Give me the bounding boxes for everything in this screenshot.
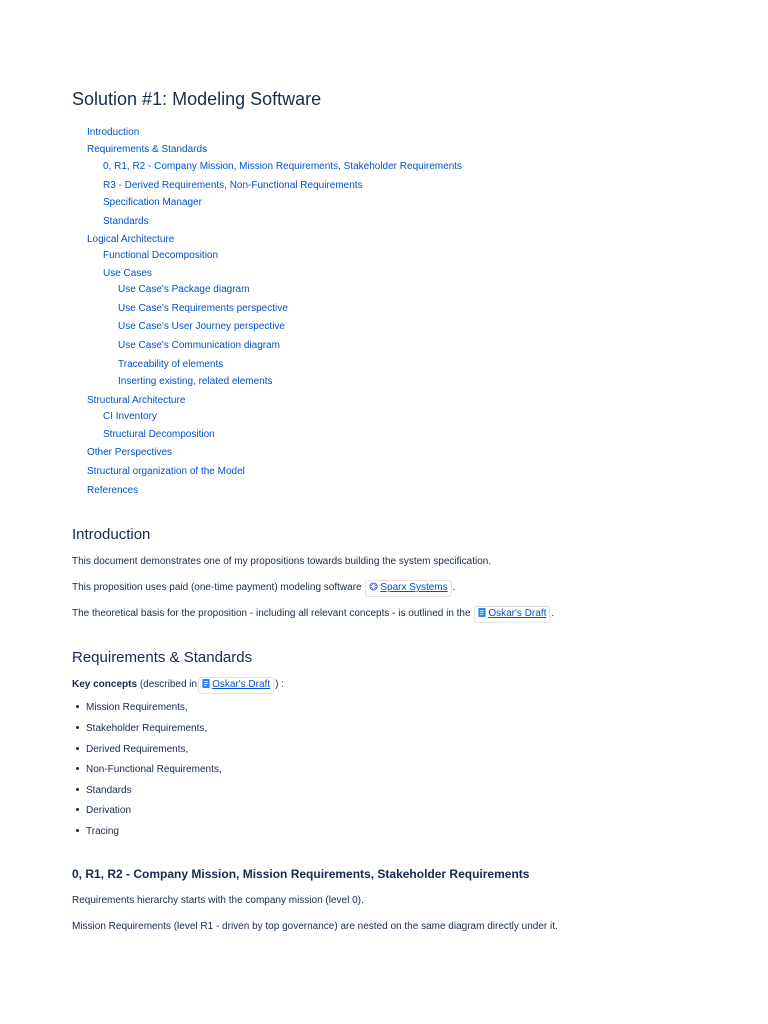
bullet-icon <box>76 726 79 729</box>
toc-link-structural-architecture[interactable]: Structural Architecture <box>87 395 186 406</box>
key-concepts-paragraph <box>72 677 284 694</box>
company-mission-paragraph-1: Requirements hierarchy starts with the company mission (level 0). <box>72 895 364 906</box>
toc-link-structural-organization[interactable]: Structural organization of the Model <box>87 466 245 477</box>
list-item: Standards <box>76 785 132 797</box>
list-item: Non-Functional Requirements, <box>76 764 222 776</box>
section-heading-introduction: Introduction <box>72 526 151 543</box>
list-item: Derivation <box>76 805 131 817</box>
oskars-draft-link-label: Oskar's Draft <box>488 608 547 619</box>
intro-paragraph-3-end: . <box>551 608 555 619</box>
toc-link-requirements-standards[interactable]: Requirements & Standards <box>87 144 208 155</box>
sparx-logo-icon <box>369 582 378 596</box>
toc-link-use-case-requirements[interactable]: Use Case's Requirements perspective <box>118 303 288 314</box>
sparx-systems-link[interactable] <box>365 580 451 597</box>
bullet-icon <box>76 829 79 832</box>
intro-paragraph-1: This document demonstrates one of my propositions towards building the system specification. <box>72 556 492 567</box>
list-item: Derived Requirements, <box>76 744 188 756</box>
page-title: Solution #1: Modeling Software <box>72 89 322 109</box>
toc-link-standards[interactable]: Standards <box>103 216 149 227</box>
section-heading-requirements-standards: Requirements & Standards <box>72 649 253 666</box>
toc-link-company-mission[interactable]: 0, R1, R2 - Company Mission, Mission Requirements, Stakeholder Requirements <box>103 161 463 172</box>
toc-link-traceability[interactable]: Traceability of elements <box>118 359 224 370</box>
intro-paragraph-2 <box>72 580 455 597</box>
toc-link-inserting-elements[interactable]: Inserting existing, related elements <box>118 376 273 387</box>
intro-paragraph-3-text: The theoretical basis for the proposition - including all relevant concepts - is outlined in the <box>72 608 471 619</box>
oskars-draft-link-2-label: Oskar's Draft <box>212 679 271 690</box>
key-concepts-end: ) : <box>275 679 284 690</box>
toc-link-specification-manager[interactable]: Specification Manager <box>103 197 202 208</box>
oskars-draft-link[interactable] <box>474 606 550 623</box>
list-item: Tracing <box>76 826 119 838</box>
page-icon <box>478 608 486 622</box>
intro-paragraph-3 <box>72 606 554 623</box>
intro-paragraph-2-end: . <box>452 582 456 593</box>
company-mission-paragraph-2: Mission Requirements (level R1 - driven by top governance) are nested on the same diagram directly under it. <box>72 921 558 932</box>
bullet-icon <box>76 808 79 811</box>
bullet-icon <box>76 705 79 708</box>
sparx-systems-link-label: Sparx Systems <box>380 582 448 593</box>
key-concepts-label: Key concepts <box>72 679 138 690</box>
list-item: Mission Requirements, <box>76 702 188 714</box>
toc-link-logical-architecture[interactable]: Logical Architecture <box>87 234 175 245</box>
bullet-icon <box>76 767 79 770</box>
section-heading-company-mission: 0, R1, R2 - Company Mission, Mission Requirements, Stakeholder Requirements <box>72 867 530 881</box>
toc-link-use-case-user-journey[interactable]: Use Case's User Journey perspective <box>118 321 285 332</box>
toc-link-use-cases[interactable]: Use Cases <box>103 268 152 279</box>
oskars-draft-link-2[interactable] <box>198 677 274 694</box>
bullet-icon <box>76 788 79 791</box>
toc-link-structural-decomposition[interactable]: Structural Decomposition <box>103 429 215 440</box>
toc-link-derived-requirements[interactable]: R3 - Derived Requirements, Non-Functional Requirements <box>103 180 363 191</box>
page-icon <box>202 679 210 693</box>
toc-link-use-case-communication[interactable]: Use Case's Communication diagram <box>118 340 280 351</box>
intro-paragraph-2-text: This proposition uses paid (one-time payment) modeling software <box>72 582 362 593</box>
toc-link-references[interactable]: References <box>87 485 139 496</box>
toc-link-use-case-package-diagram[interactable]: Use Case's Package diagram <box>118 284 250 295</box>
toc-link-ci-inventory[interactable]: CI Inventory <box>103 411 157 422</box>
toc-link-introduction[interactable]: Introduction <box>87 127 140 138</box>
bullet-icon <box>76 747 79 750</box>
list-item: Stakeholder Requirements, <box>76 723 207 735</box>
toc-link-functional-decomposition[interactable]: Functional Decomposition <box>103 250 219 261</box>
toc-link-other-perspectives[interactable]: Other Perspectives <box>87 447 173 458</box>
key-concepts-text: (described in <box>139 679 198 690</box>
